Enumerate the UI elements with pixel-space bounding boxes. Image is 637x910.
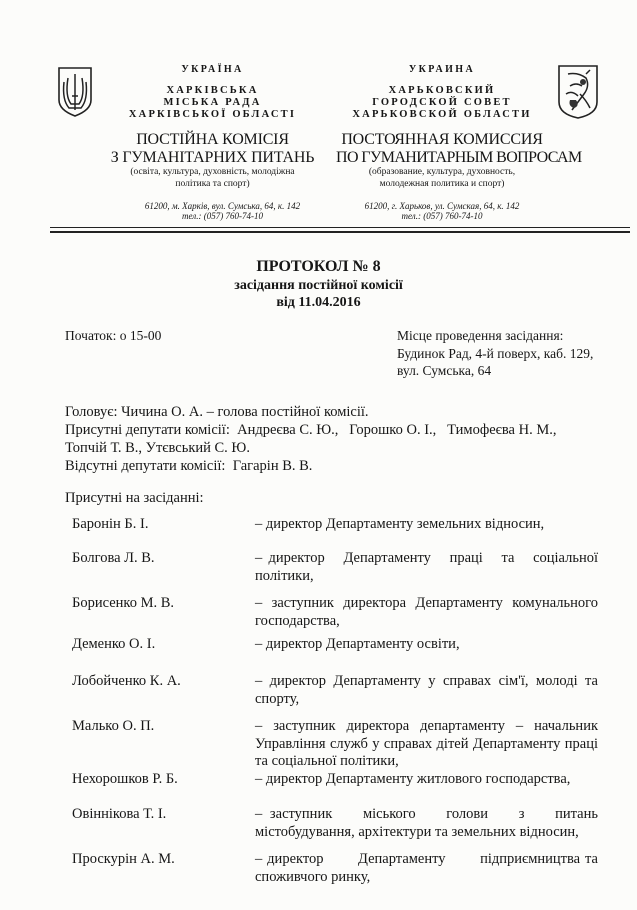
meeting-start-time: Початок: о 15-00 [65,328,162,343]
header-right-country: УКРАИНА [408,64,476,75]
header-right-committee-line1: ПОСТОЯННАЯ КОМИССИЯ [341,131,543,148]
header-divider-thick [50,231,630,233]
guest-name: Проскурін А. М. [72,851,175,867]
header-right-address: 61200, г. Харьков, ул. Сумская, 64, к. 142 [364,201,520,211]
guests-heading: Присутні на засіданні: [65,490,204,506]
header-left-scope-line2: політика та спорт) [175,179,250,189]
header-left-committee-line2: З ГУМАНІТАРНИХ ПИТАНЬ [110,149,315,166]
guest-role: – директор Департаменту у справах сім'ї, молоді та спорту, [255,673,598,707]
header-left-council-line1: ХАРКІВСЬКА [166,85,259,96]
meeting-place-label: Місце проведення засідання: [397,328,564,343]
meeting-place-building: Будинок Рад, 4-й поверх, каб. 129, [397,346,594,361]
header-right-phone: тел.: (057) 760-74-10 [401,211,483,221]
header-right-committee-line2: ПО ГУМАНИТАРНЫМ ВОПРОСАМ [336,149,582,166]
present-deputies-line2: Топчій Т. В., Утєвський С. Ю. [65,440,250,456]
guest-name: Болгова Л. В. [72,550,155,566]
header-right-council-line2: ГОРОДСКОЙ СОВЕТ [372,97,512,108]
guest-role: – директор Департаменту житлового господарства, [255,771,571,787]
header-right-council-line1: ХАРЬКОВСКИЙ [388,85,496,96]
header-left-council-line3: ХАРКІВСЬКОЇ ОБЛАСТІ [128,109,297,120]
protocol-title: ПРОТОКОЛ № 8 [256,258,381,275]
header-left-phone: тел.: (057) 760-74-10 [182,211,263,221]
meeting-place-street: вул. Сумська, 64 [397,363,492,378]
kharkiv-coat-of-arms-icon [556,64,600,120]
guest-name: Борисенко М. В. [72,595,175,611]
protocol-date: від 11.04.2016 [276,295,361,310]
absent-deputies-line: Відсутні депутати комісії: Гагарін В. В. [65,458,313,474]
guest-name: Малько О. П. [72,718,155,734]
present-deputies-line1: Присутні депутати комісії: Андреєва С. Ю., Горошко О. І., Тимофеєва Н. М., [65,422,557,438]
header-left-committee-line1: ПОСТІЙНА КОМІСІЯ [136,131,289,148]
header-right-council-line3: ХАРЬКОВСКОЙ ОБЛАСТИ [352,109,532,120]
guest-name: Нехорошков Р. Б. [72,771,178,787]
header-left-council-line2: МІСЬКА РАДА [163,97,262,108]
guest-role: – директор Департаменту освіти, [255,636,460,652]
header-divider-thin [50,227,630,228]
chair-line: Головує: Чичина О. А. – голова постійної комісії. [65,404,369,420]
guest-name: Деменко О. І. [72,636,156,652]
protocol-subtitle: засідання постійної комісії [234,278,403,293]
header-left-address: 61200, м. Харків, вул. Сумська, 64, к. 142 [144,201,301,211]
header-left-country: УКРАЇНА [181,64,244,75]
guest-name: Лобойченко К. А. [72,673,181,689]
guest-role: – директор Департаменту підприємництва та споживчого ринку, [255,851,602,885]
guest-name: Баронін Б. І. [72,516,149,532]
header-left-scope-line1: (освіта, культура, духовність, молодіжна [130,167,295,177]
guest-name: Овіннікова Т. І. [72,806,167,822]
ukraine-trident-emblem-icon [56,66,94,118]
guest-role: – заступник міського голови з питань містобудування, архітектури та земельних відносин, [255,806,602,840]
guest-role: – заступник директора Департаменту комунального господарства, [255,595,598,629]
header-right-scope-line2: молодежная политика и спорт) [379,179,505,189]
header-right-scope-line1: (образование, культура, духовность, [368,167,516,177]
guest-role: – директор Департаменту праці та соціальної політики, [255,550,602,584]
guest-role: – заступник директора департаменту – начальник Управління служб у справах дітей Департаменту праці та соціальної політики, [255,718,598,769]
guest-role: – директор Департаменту земельних відносин, [255,516,545,532]
